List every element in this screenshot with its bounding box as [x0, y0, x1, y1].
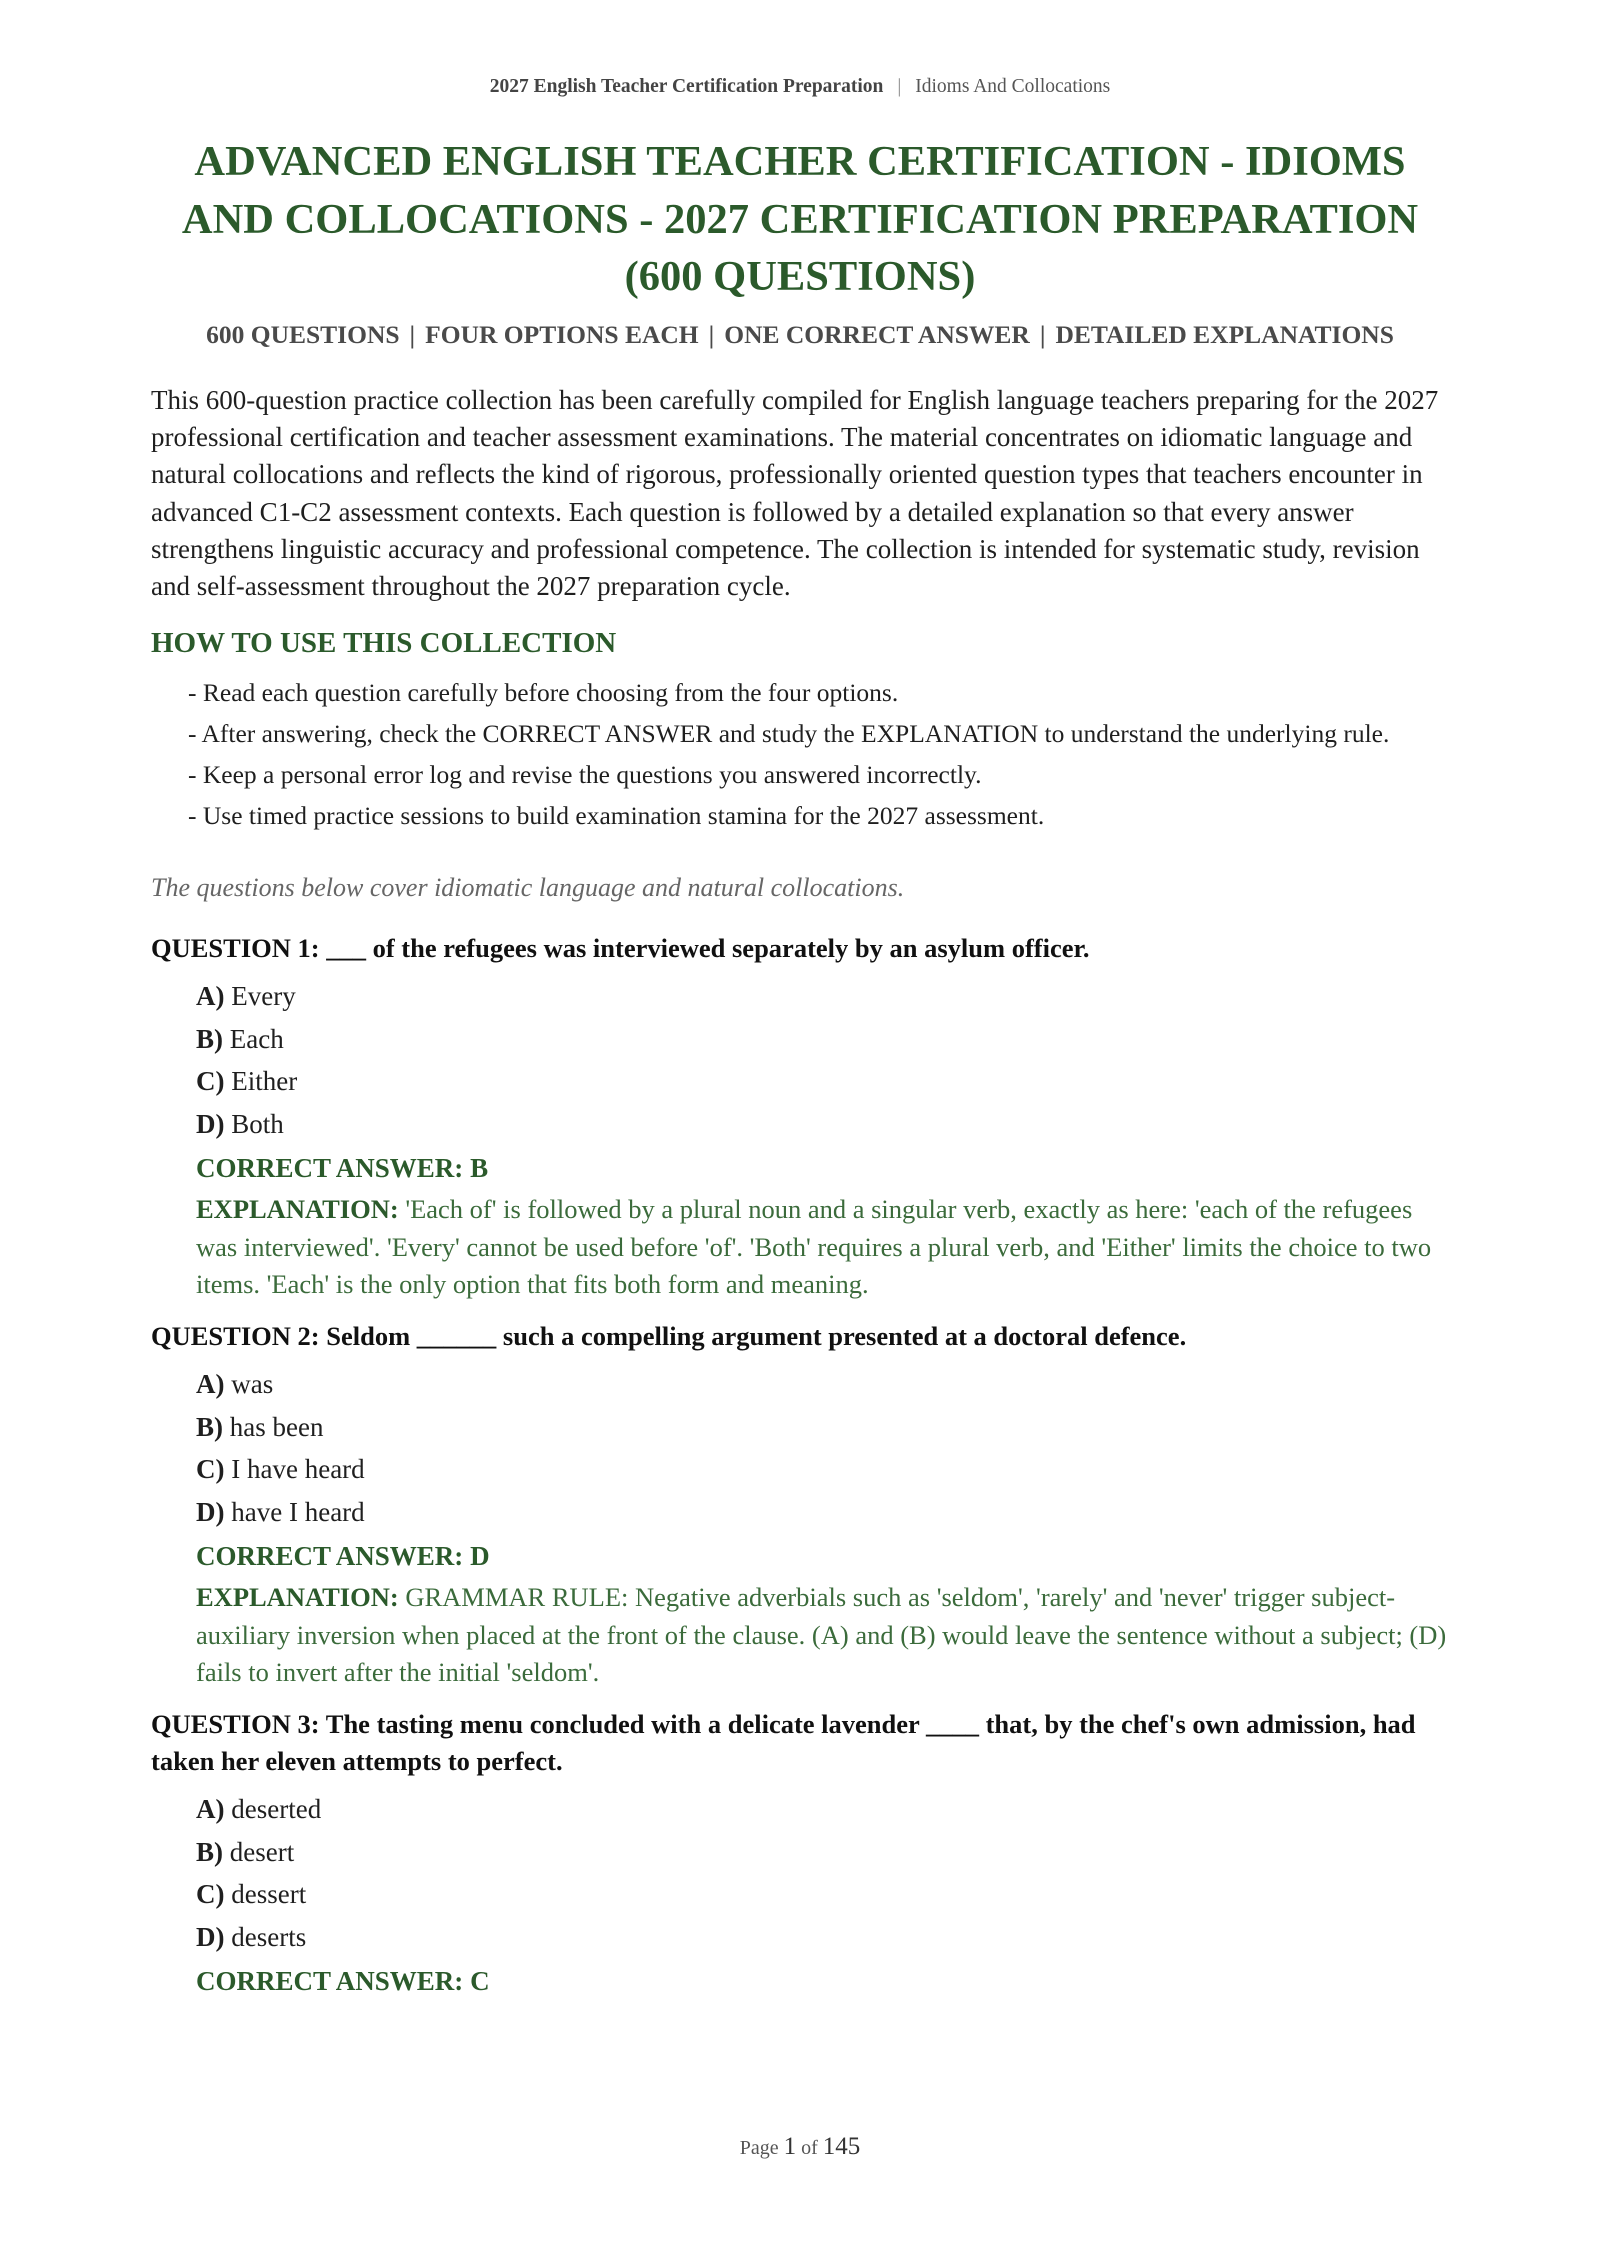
options-list	[196, 975, 1449, 1145]
option-item	[196, 1060, 1449, 1103]
explanation-label: EXPLANATION:	[196, 1582, 399, 1612]
option-text: deserted	[231, 1794, 322, 1824]
answer-label: CORRECT ANSWER:	[196, 1541, 464, 1571]
answer-label: CORRECT ANSWER:	[196, 1153, 464, 1183]
total-pages: 145	[822, 2133, 861, 2160]
header-separator: |	[897, 76, 902, 97]
option-text: was	[231, 1369, 274, 1399]
howto-item: - Keep a personal error log and revise the questions you answered incorrectly.	[188, 760, 982, 789]
question-stem: The tasting menu concluded with a delicate lavender ____ that, by the chef's own admission, had taken her eleven attempts to perfect.	[151, 1709, 1416, 1776]
correct-answer	[196, 1147, 1449, 1189]
option-letter: A)	[196, 1794, 225, 1824]
question-text	[151, 1318, 1449, 1355]
option-item	[196, 1406, 1449, 1449]
running-header	[0, 76, 1600, 98]
option-letter: A)	[196, 1369, 225, 1399]
question-stem: Seldom ______ such a compelling argument presented at a doctoral defence.	[326, 1321, 1187, 1351]
tagline-separator: |	[409, 320, 416, 349]
answer-value: D	[470, 1541, 490, 1571]
answer-value: C	[470, 1966, 490, 1996]
option-letter: D)	[196, 1496, 225, 1527]
explanation-label: EXPLANATION:	[196, 1194, 399, 1224]
tagline	[151, 320, 1449, 350]
page-word: Page	[739, 2137, 779, 2159]
question-label: QUESTION 2:	[151, 1321, 320, 1351]
intro-note: The questions below cover idiomatic language and natural collocations.	[151, 873, 905, 902]
option-letter: B)	[196, 1023, 223, 1054]
option-letter: C)	[196, 1066, 225, 1096]
correct-answer	[196, 1960, 1449, 2002]
option-letter: B)	[196, 1836, 223, 1867]
correct-answer	[196, 1535, 1449, 1577]
question-text	[151, 930, 1449, 967]
page-title: ADVANCED ENGLISH TEACHER CERTIFICATION - IDIOMS AND COLLOCATIONS - 2027 CERTIFICATION PREPARATION (600 QUESTIONS)	[181, 138, 1419, 300]
option-text: Each	[229, 1023, 284, 1054]
option-letter: C)	[196, 1879, 225, 1909]
question-label: QUESTION 3:	[151, 1709, 320, 1739]
intro-paragraph: This 600-question practice collection has been carefully compiled for English language teachers preparing for the 2027 professional certification and teacher assessment examinations. The material concentrates on idiomatic language and natural collocations and reflects the kind of rigorous, professionally oriented question types that teachers encounter in advanced C1-C2 assessment contexts. Each question is followed by a detailed explanation so that every answer strengthens linguistic accuracy and professional competence. The collection is intended for systematic study, revision and self-assessment throughout the 2027 preparation cycle.	[151, 385, 1439, 602]
option-text: Both	[231, 1108, 284, 1139]
option-text: Either	[231, 1066, 298, 1096]
of-word: of	[801, 2137, 818, 2159]
question-block	[151, 930, 1449, 1304]
question-block	[151, 1706, 1449, 2002]
option-item	[196, 1363, 1449, 1406]
answer-label: CORRECT ANSWER:	[196, 1966, 464, 1996]
tagline-separator: |	[708, 320, 715, 349]
question-block	[151, 1318, 1449, 1692]
option-text: desert	[229, 1836, 295, 1867]
howto-item: - Read each question carefully before choosing from the four options.	[188, 678, 899, 707]
option-item	[196, 975, 1449, 1018]
option-letter: D)	[196, 1108, 225, 1139]
option-letter: A)	[196, 981, 225, 1011]
howto-heading: HOW TO USE THIS COLLECTION	[151, 627, 617, 659]
options-list	[196, 1363, 1449, 1533]
option-text: Every	[231, 981, 296, 1011]
current-page-number: 1	[783, 2133, 797, 2160]
option-letter: D)	[196, 1921, 225, 1952]
explanation	[196, 1191, 1449, 1304]
howto-item: - Use timed practice sessions to build examination stamina for the 2027 assessment.	[188, 801, 1045, 830]
page-footer	[0, 2133, 1600, 2161]
tagline-item: ONE CORRECT ANSWER	[724, 320, 1030, 349]
tagline-item: 600 QUESTIONS	[206, 320, 400, 349]
explanation-text: GRAMMAR RULE: Negative adverbials such as 'seldom', 'rarely' and 'never' trigger subject-auxiliary inversion when placed at the front of the clause. (A) and (B) would leave the sentence without a subject; (D) fails to invert after the initial 'seldom'.	[196, 1582, 1447, 1687]
option-letter: B)	[196, 1411, 223, 1442]
option-text: deserts	[231, 1921, 307, 1952]
option-item	[196, 1103, 1449, 1146]
question-label: QUESTION 1:	[151, 933, 320, 963]
explanation-text: 'Each of' is followed by a plural noun and a singular verb, exactly as here: 'each of the refugees was interviewed'. 'Every' cannot be used before 'of'. 'Both' requires a plural verb, and 'Either' limits the choice to two items. 'Each' is the only option that fits both form and meaning.	[196, 1194, 1432, 1299]
option-item	[196, 1448, 1449, 1491]
options-list	[196, 1788, 1449, 1958]
option-letter: C)	[196, 1454, 225, 1484]
option-text: I have heard	[231, 1454, 365, 1484]
option-item	[196, 1873, 1449, 1916]
option-item	[196, 1018, 1449, 1061]
option-text: have I heard	[231, 1496, 365, 1527]
howto-item: - After answering, check the CORRECT ANSWER and study the EXPLANATION to understand the underlying rule.	[188, 719, 1390, 748]
tagline-item: DETAILED EXPLANATIONS	[1055, 320, 1394, 349]
option-text: has been	[229, 1411, 324, 1442]
howto-list	[188, 675, 1438, 839]
option-item	[196, 1831, 1449, 1874]
option-text: dessert	[231, 1879, 307, 1909]
explanation	[196, 1579, 1449, 1692]
tagline-separator: |	[1039, 320, 1046, 349]
question-stem: ___ of the refugees was interviewed separately by an asylum officer.	[326, 933, 1090, 963]
option-item	[196, 1916, 1449, 1959]
running-title: 2027 English Teacher Certification Preparation	[489, 76, 884, 97]
tagline-item: FOUR OPTIONS EACH	[425, 320, 699, 349]
question-text	[151, 1706, 1449, 1780]
answer-value: B	[470, 1153, 489, 1183]
option-item	[196, 1491, 1449, 1534]
option-item	[196, 1788, 1449, 1831]
running-section: Idioms And Collocations	[915, 76, 1111, 97]
